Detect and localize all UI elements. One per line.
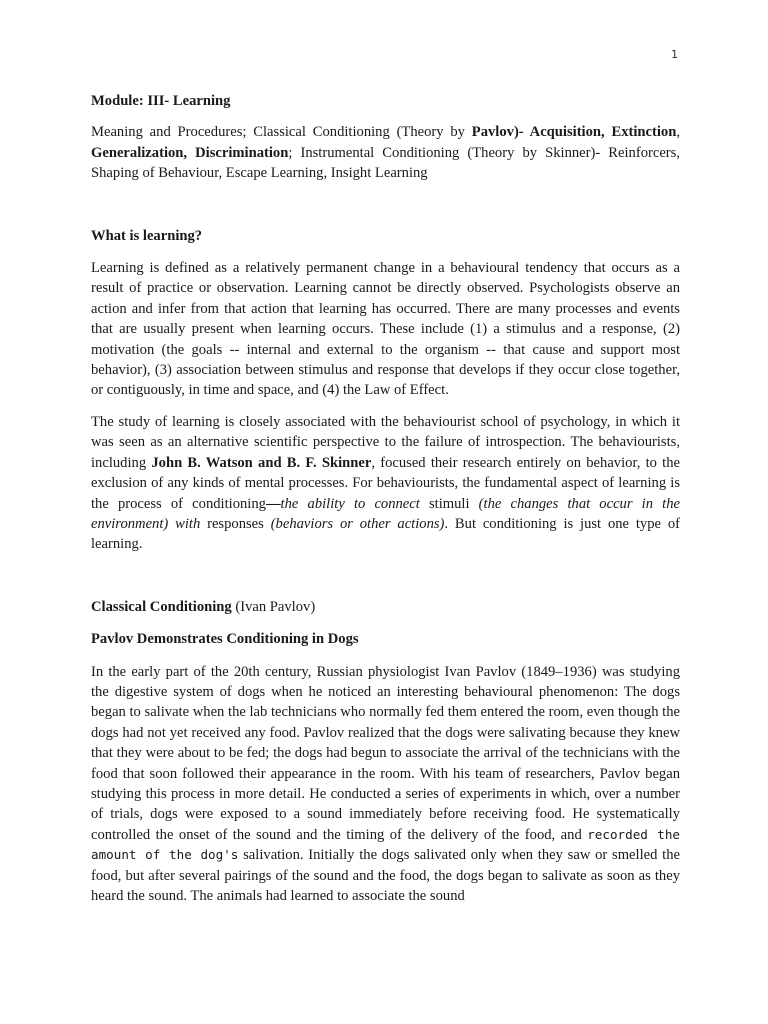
document-body: [91, 91, 680, 906]
syllabus-text-3: ; Instrumental Conditioning (Theory by Skinner)- Reinforcers, Shaping of Behaviour, Escape Learning, Insight Learning: [91, 144, 680, 182]
behaviourist-text-3: stimuli: [419, 495, 479, 512]
pavlov-paragraph: [91, 662, 680, 907]
pavlov-text-2: salivation. Initially the dogs salivated only when they saw or smelled the food, but after several pairings of the sound and the food, the dogs began to salivate as soon as they heard the sound. The animals had learned to associate the sound: [91, 847, 680, 904]
behaviourist-text-1: The study of learning is closely associated with the behaviourist school of psychology, in which it was seen as an alternative scientific perspective to the failure of introspection. The behaviourists, including: [91, 413, 680, 471]
learning-definition-paragraph: Learning is defined as a relatively permanent change in a behavioural tendency that occurs as a result of practice or observation. Learning cannot be directly observed. Psychologists observe an action and infer from that action that learning has occurred. There are many processes and events that are usually present when learning occurs. These include (1) a stimulus and a response, (2) motivation (the goals -- internal and external to the organism -- that cause and support most behavior), (3) association between stimulus and response that develops if they occur close together, or contiguously, in time and space, and (4) the Law of Effect.: [91, 260, 680, 399]
syllabus-text-2: ,: [676, 124, 680, 141]
em-dash: —: [265, 495, 281, 512]
syllabus-text-1: Meaning and Procedures; Classical Conditioning (Theory by: [91, 124, 472, 141]
syllabus-bold-2: Generalization, Discrimination: [91, 144, 289, 161]
behaviourist-names: John B. Watson and B. F. Skinner: [151, 454, 372, 471]
what-is-learning-heading: What is learning?: [91, 227, 203, 244]
syllabus-bold-1: Pavlov)- Acquisition, Extinction: [471, 124, 677, 141]
behaviourist-text-5: . But conditioning is just one type of learning.: [91, 515, 680, 553]
behaviourist-text-2: , focused their research entirely on behavior, to the exclusion of any kinds of mental processes. For behaviourists, the fundamental aspect of learning is the process of conditioning: [91, 454, 680, 512]
behaviourist-italic-1: the ability to connect: [280, 495, 420, 512]
page-number: 1: [671, 48, 678, 61]
module-title: Module: III- Learning: [91, 93, 231, 109]
pavlov-mono-text: recorded the amount of the dog's: [91, 826, 680, 863]
classical-conditioning-heading: [91, 597, 680, 617]
behaviourist-paragraph: [91, 412, 680, 555]
behaviourist-italic-3: (behaviors or other actions): [270, 515, 445, 532]
pavlov-subheading: Pavlov Demonstrates Conditioning in Dogs: [91, 631, 359, 648]
syllabus-paragraph: [91, 122, 680, 183]
behaviourist-text-4: responses: [200, 515, 271, 532]
classical-conditioning-title: Classical Conditioning: [91, 598, 232, 615]
classical-conditioning-author: (Ivan Pavlov): [231, 598, 316, 615]
pavlov-text-1: In the early part of the 20th century, Russian physiologist Ivan Pavlov (1849–1936) was studying the digestive system of dogs when he noticed an interesting behavioural phenomenon: The dogs began to salivate when the lab technicians who normally fed them entered the room, even though the dogs had not yet received any food. Pavlov realized that the dogs were salivating because they knew that they were about to be fed; the dogs had begun to associate the arrival of the technicians with the food that soon followed their appearance in the room. With his team of researchers, Pavlov began studying this process in more detail. He conducted a series of experiments in which, over a number of trials, dogs were exposed to a sound immediately before receiving food. He systematically controlled the onset of the sound and the timing of the delivery of the food, and: [91, 663, 680, 843]
behaviourist-italic-2: (the changes that occur in the environment) with: [91, 495, 680, 532]
